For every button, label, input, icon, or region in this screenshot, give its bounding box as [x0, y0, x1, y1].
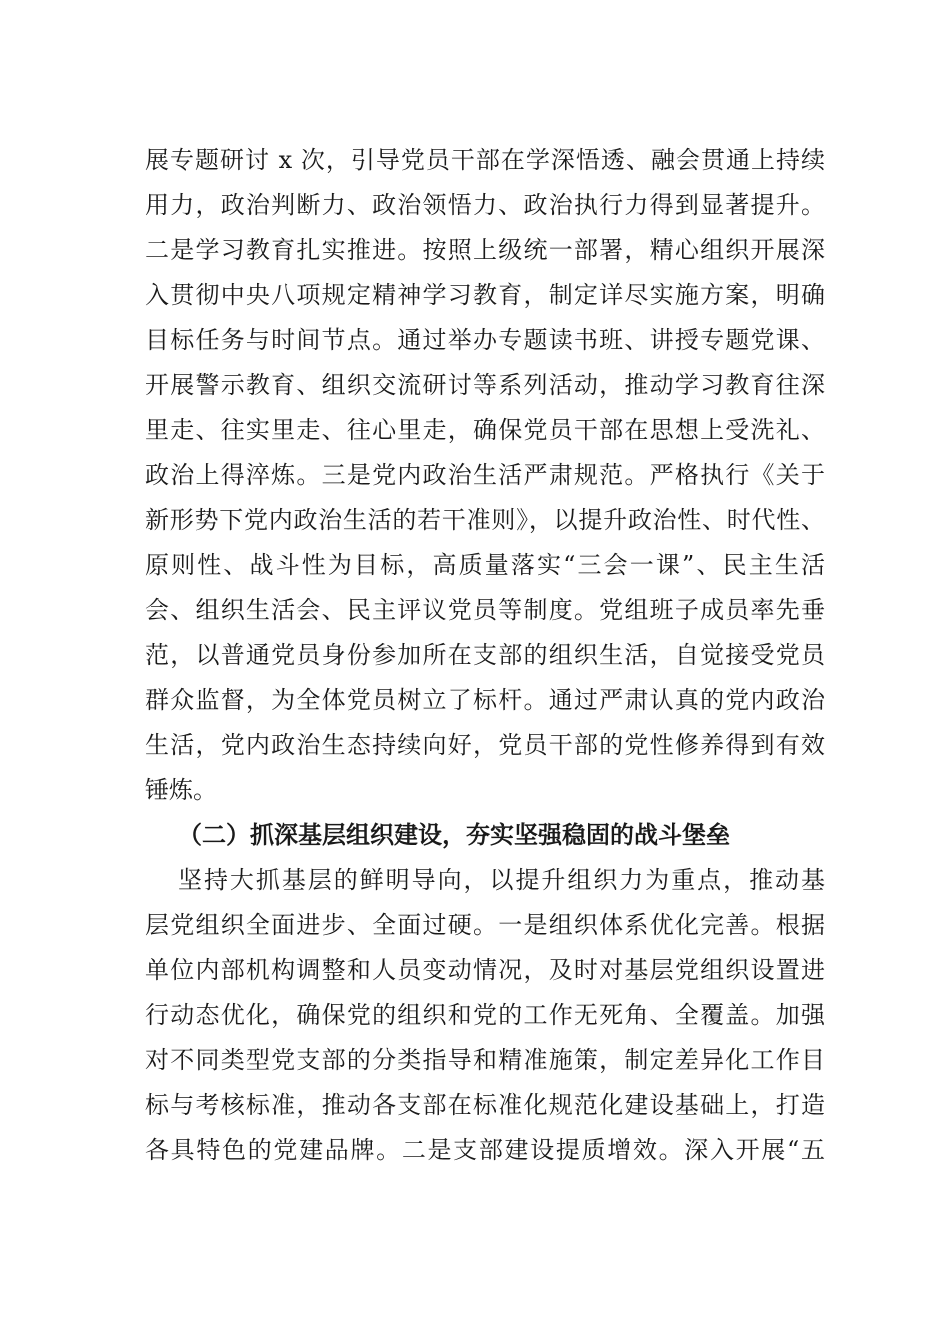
paragraph-continued [145, 138, 825, 1173]
text-line: 范，以普通党员身份参加所在支部的组织生活，自觉接受党员 [145, 641, 825, 669]
text-line: 展专题研讨 x 次，引导党员干部在学深悟透、融会贯通上持续 [145, 146, 825, 174]
text-line: 各具特色的党建品牌。二是支部建设提质增效。深入开展“五 [145, 1136, 825, 1164]
text-line: 层党组织全面进步、全面过硬。一是组织体系优化完善。根据 [145, 911, 825, 939]
text-line: 入贯彻中央八项规定精神学习教育，制定详尽实施方案，明确 [145, 281, 825, 309]
text-line: 原则性、战斗性为目标，高质量落实“三会一课”、民主生活 [145, 551, 825, 579]
text-line: 用力，政治判断力、政治领悟力、政治执行力得到显著提升。 [145, 191, 825, 219]
text-line: 群众监督，为全体党员树立了标杆。通过严肃认真的党内政治 [145, 686, 825, 714]
text-line: 二是学习教育扎实推进。按照上级统一部署，精心组织开展深 [145, 236, 825, 264]
text-line: 行动态优化，确保党的组织和党的工作无死角、全覆盖。加强 [145, 1001, 825, 1029]
text-line: 单位内部机构调整和人员变动情况，及时对基层党组织设置进 [145, 956, 825, 984]
text-line: 新形势下党内政治生活的若干准则》，以提升政治性、时代性、 [145, 506, 825, 534]
text-line: 目标任务与时间节点。通过举办专题读书班、讲授专题党课、 [145, 326, 825, 354]
text-line: 开展警示教育、组织交流研讨等系列活动，推动学习教育往深 [145, 371, 825, 399]
text-line: 锤炼。 [145, 776, 217, 804]
text-line: 生活，党内政治生态持续向好，党员干部的党性修养得到有效 [145, 731, 825, 759]
text-line: 会、组织生活会、民主评议党员等制度。党组班子成员率先垂 [145, 596, 825, 624]
section-heading: （二）抓深基层组织建设，夯实坚强稳固的战斗堡垒 [178, 821, 730, 849]
text-line: 对不同类型党支部的分类指导和精准施策，制定差异化工作目 [145, 1046, 825, 1074]
text-line: 政治上得淬炼。三是党内政治生活严肃规范。严格执行《关于 [145, 461, 825, 489]
text-line: 标与考核标准，推动各支部在标准化规范化建设基础上，打造 [145, 1091, 825, 1119]
text-line: 里走、往实里走、往心里走，确保党员干部在思想上受洗礼、 [145, 416, 825, 444]
text-line: 坚持大抓基层的鲜明导向，以提升组织力为重点，推动基 [178, 866, 825, 894]
